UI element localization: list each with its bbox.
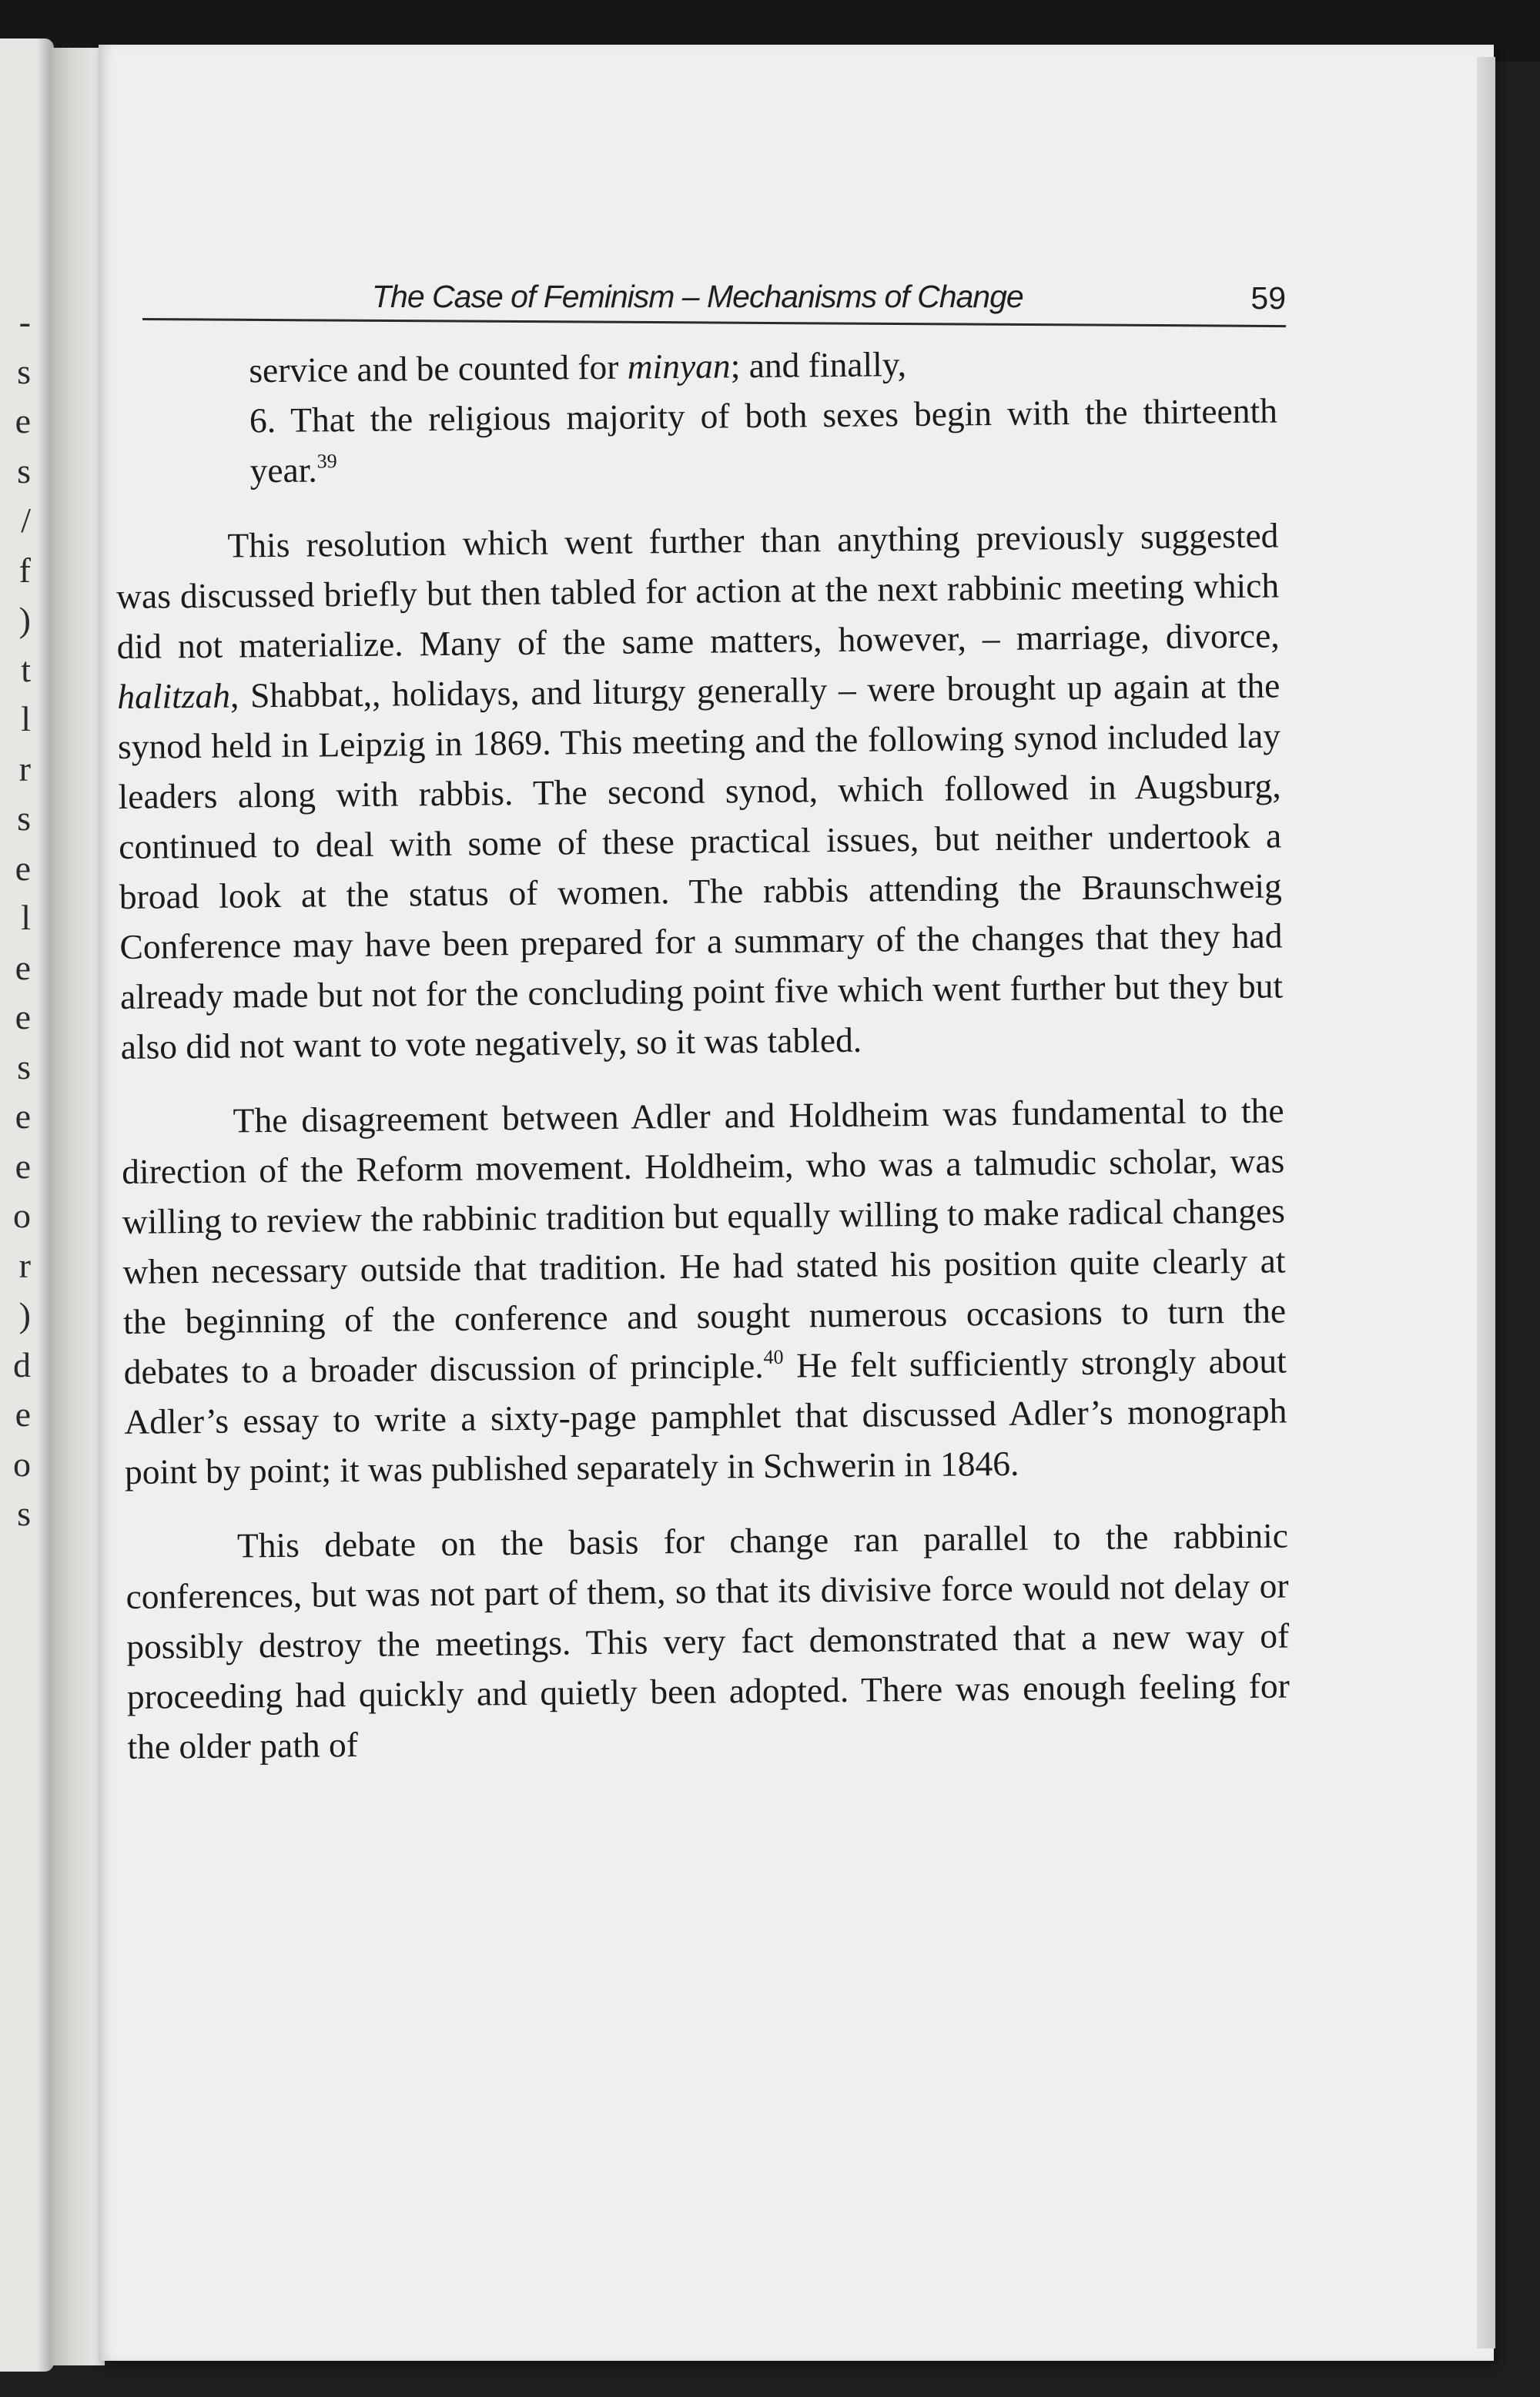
left-page-fragment: f xyxy=(18,550,31,590)
page-fore-edge xyxy=(1477,57,1495,2348)
list-item-6: 6. That the religious majority of both sexes begin with the thirteenth year. xyxy=(249,390,1278,490)
left-page-fragment: e xyxy=(15,1096,31,1136)
footnote-ref-40: 40 xyxy=(763,1345,784,1368)
left-page-fragment: e xyxy=(15,848,31,888)
left-page-fragment: s xyxy=(17,798,31,838)
paragraph-1-italic: halitzah xyxy=(117,675,231,716)
page-number: 59 xyxy=(1250,280,1286,316)
page-stack-edge xyxy=(51,48,105,2365)
left-page-fragment: / xyxy=(21,500,31,540)
left-page-fragment: o xyxy=(13,1196,31,1235)
list-line1-pre: service and be counted for xyxy=(249,346,628,390)
paragraph-3-text: This debate on the basis for change ran parallel to the rabbinic conferences, but was not part of them, so that its divisive force would not delay or possibly destroy the meetings. This very fact demonstrated that a new way of proceeding had quickly and quietly been adopted. There was enough feeling for the older path of xyxy=(126,1515,1291,1766)
paragraph-1 xyxy=(116,510,1284,1071)
left-page-fragment: r xyxy=(18,748,31,788)
left-page-fragment: s xyxy=(17,1046,31,1086)
left-page-fragment: d xyxy=(13,1344,31,1384)
list-line1-post: ; and finally, xyxy=(730,344,907,386)
list-continuation xyxy=(114,336,1278,497)
left-page-fragment: e xyxy=(15,1146,31,1186)
paragraph-2 xyxy=(121,1085,1287,1496)
adjacent-page-left xyxy=(0,38,54,2372)
left-page-fragment: r xyxy=(18,1245,31,1285)
left-page-fragment: - xyxy=(18,302,31,341)
left-page-fragment: e xyxy=(15,401,31,440)
left-page-fragment: l xyxy=(21,699,31,738)
left-page-fragment: ) xyxy=(18,1295,31,1334)
paragraph-2-part2: He felt sufficiently strongly about Adler’s essay to write a sixty-page pamphlet that discussed Adler’s monograph point by point; it was published separately in Schwerin in 1846. xyxy=(124,1341,1287,1491)
left-page-fragment: e xyxy=(15,997,31,1036)
paragraph-1-part1: This resolution which went further than anything previously suggested was discussed briefly but then tabled for action at the next rabbinic meeting which did not materialize. Many of the same matters, however, – marriage, divorce, xyxy=(116,515,1280,666)
footnote-ref-39: 39 xyxy=(316,450,337,473)
paragraph-1-part2: , Shabbat,, holidays, and liturgy generally – were brought up again at the synod held in Leipzig in 1869. This meeting and the following synod included lay leaders along with rabbis. The second synod, which followed in Augsburg, continued to deal with some of these practical issues, but neither undertook a broad look at the status of women. The rabbis attending the Braunschweig Conference may have been prepared for a summary of the changes that they had already made but not for the concluding point five which went further but they but also did not want to vote negatively, so it was tabled. xyxy=(117,665,1284,1066)
left-page-fragment: s xyxy=(17,351,31,391)
left-page-fragment: e xyxy=(15,947,31,987)
left-page-fragment: e xyxy=(15,1394,31,1434)
left-page-fragment: t xyxy=(21,649,31,689)
running-head: The Case of Feminism – Mechanisms of Change xyxy=(372,279,1023,314)
body-text xyxy=(114,336,1291,1772)
left-page-fragment: s xyxy=(17,1494,31,1533)
page-header xyxy=(142,279,1286,323)
paragraph-2-part1: The disagreement between Adler and Holdheim was fundamental to the direction of the Reform movement. Holdheim, who was a talmudic scholar, was willing to review the rabbinic tradition but equally willing to make radical changes when necessary outside that tradition. He had stated his position quite clearly at the beginning of the conference and sought numerous occasions to turn the debates to a broader discussion of principle. xyxy=(122,1090,1287,1391)
left-page-fragment: o xyxy=(13,1444,31,1484)
list-line1-italic: minyan xyxy=(627,346,731,387)
left-page-fragment: ) xyxy=(18,600,31,639)
paragraph-3 xyxy=(126,1510,1291,1771)
left-page-fragment: s xyxy=(17,450,31,490)
left-page-fragment: l xyxy=(21,898,31,937)
